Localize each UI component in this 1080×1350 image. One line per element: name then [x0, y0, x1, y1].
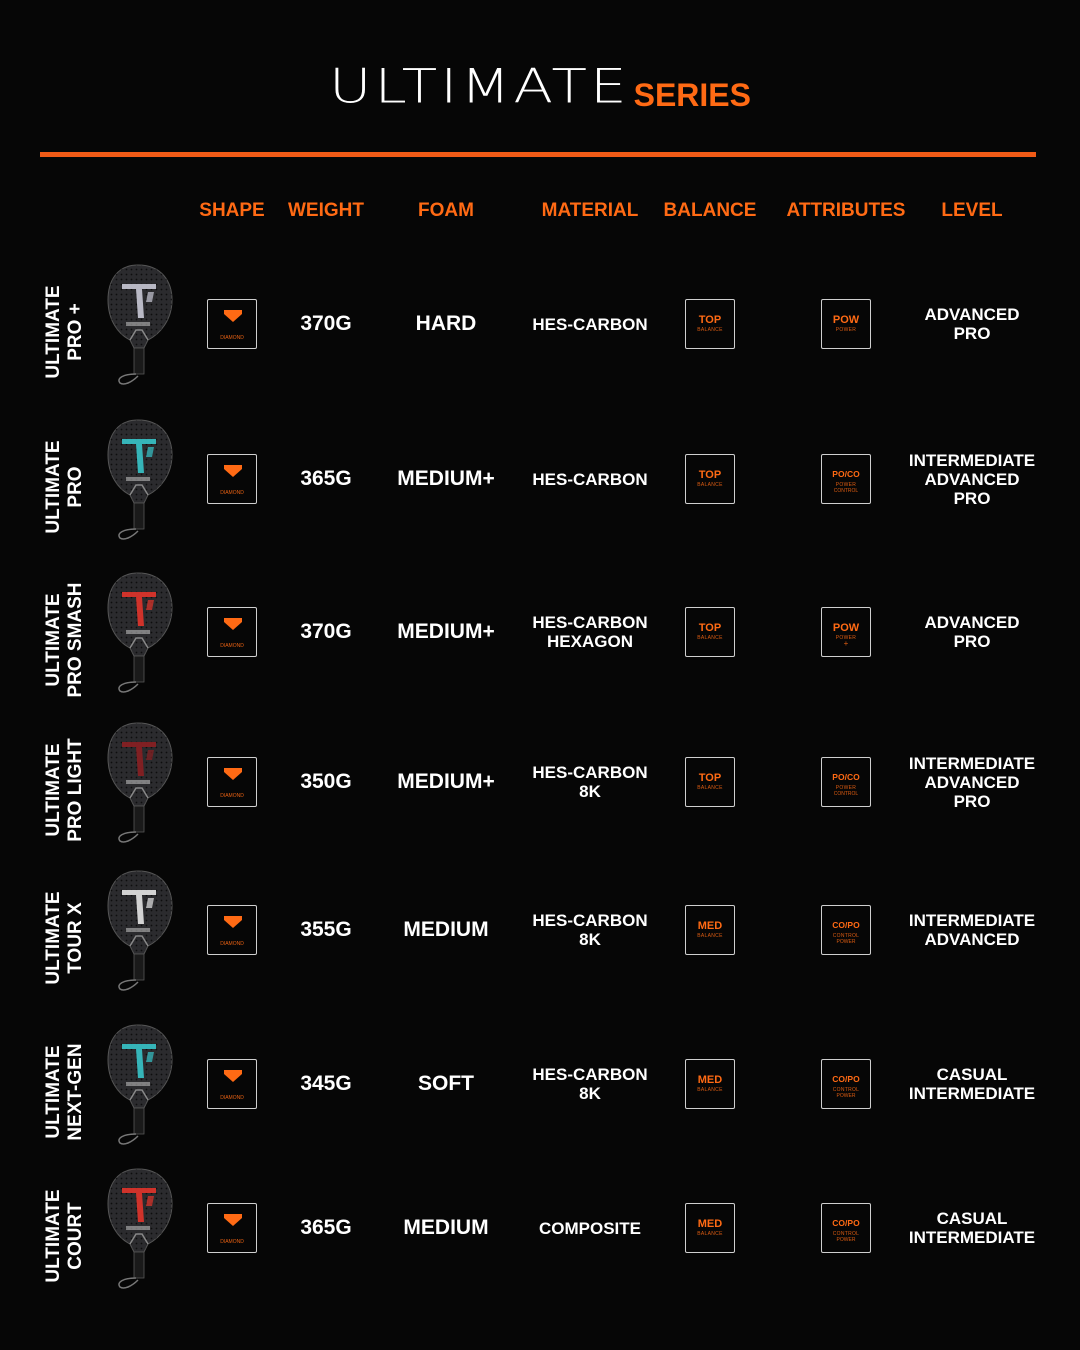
header-foam: FOAM	[418, 200, 474, 221]
level-line: ADVANCED	[924, 613, 1020, 632]
paddle-name-line: ULTIMATE	[43, 891, 64, 985]
header-material: MATERIAL	[541, 200, 639, 221]
paddle-name-line: ULTIMATE	[43, 593, 64, 687]
level-line: PRO	[953, 488, 991, 508]
attribute-code: PO/CO	[832, 772, 860, 782]
level-line: PRO	[953, 791, 991, 811]
shape-diamond-icon	[207, 1059, 257, 1109]
attribute-badge	[821, 757, 871, 807]
paddle-name-text	[43, 417, 87, 557]
material-line: 8K	[579, 1084, 601, 1103]
balance-label: BALANCE	[697, 1231, 723, 1237]
attribute-badge	[821, 607, 871, 657]
paddle-name-line: ULTIMATE	[43, 1189, 64, 1283]
foam-value: MEDIUM	[403, 1216, 489, 1239]
table-row	[0, 1166, 1080, 1306]
paddle-name-line: ULTIMATE	[43, 285, 64, 379]
balance-code: TOP	[698, 314, 722, 326]
balance-label: BALANCE	[697, 327, 723, 333]
material-value	[510, 613, 670, 651]
paddle-name-line: PRO	[65, 466, 86, 508]
paddle-name-line: ULTIMATE	[43, 743, 64, 837]
balance-code: MED	[697, 920, 723, 932]
weight-value: 370G	[300, 620, 352, 643]
level-value	[892, 911, 1052, 949]
paddle-name-line: ULTIMATE	[43, 1045, 64, 1139]
foam-value: MEDIUM+	[397, 467, 495, 490]
weight-value: 370G	[300, 312, 352, 335]
paddle-name-text	[43, 570, 87, 710]
paddle-name-text	[43, 720, 87, 860]
weight-value: 365G	[300, 467, 352, 490]
foam-value: SOFT	[418, 1072, 474, 1095]
level-line: INTERMEDIATE	[908, 753, 1036, 773]
material-line: HES-CARBON	[532, 314, 648, 334]
balance-code: MED	[697, 1074, 723, 1086]
level-value	[892, 1209, 1052, 1247]
foam-value: MEDIUM+	[397, 620, 495, 643]
paddle-name-text	[43, 1022, 87, 1162]
shape-label: DIAMOND	[220, 941, 244, 947]
level-value	[892, 754, 1052, 811]
level-value	[892, 613, 1052, 651]
paddle-name	[40, 262, 90, 402]
level-line: INTERMEDIATE	[908, 1228, 1036, 1247]
attribute-line: CONTROL	[832, 933, 860, 939]
balance-label: BALANCE	[697, 1087, 723, 1093]
shape-label: DIAMOND	[220, 1095, 244, 1101]
weight-value: 365G	[300, 1216, 352, 1239]
material-line: HES-CARBON	[532, 469, 648, 489]
balance-label: BALANCE	[697, 933, 723, 939]
material-line: HEXAGON	[547, 632, 633, 651]
level-line: CASUAL	[936, 1209, 1008, 1228]
attribute-line: CONTROL	[832, 1087, 860, 1093]
weight-value: 345G	[300, 1072, 352, 1095]
attribute-line: POWER	[836, 939, 856, 945]
paddle-image	[104, 1166, 176, 1291]
header-shape: SHAPE	[199, 200, 265, 221]
shape-diamond-icon	[207, 607, 257, 657]
balance-badge	[685, 454, 735, 504]
paddle-name-line: COURT	[65, 1202, 86, 1270]
table-row	[0, 1022, 1080, 1162]
material-value	[510, 1219, 670, 1238]
foam-value: HARD	[415, 312, 477, 335]
balance-badge	[685, 607, 735, 657]
material-value	[510, 315, 670, 334]
balance-code: TOP	[698, 622, 722, 634]
level-line: INTERMEDIATE	[908, 450, 1036, 470]
paddle-image	[104, 720, 176, 845]
shape-label: DIAMOND	[220, 335, 244, 341]
paddle-name-line: PRO SMASH	[65, 582, 86, 698]
attribute-line: +	[843, 639, 849, 648]
paddle-name-line: NEXT-GEN	[65, 1043, 86, 1141]
balance-label: BALANCE	[697, 482, 723, 488]
attribute-line: CONTROL	[833, 791, 859, 797]
attribute-badge	[821, 454, 871, 504]
shape-label: DIAMOND	[220, 1239, 244, 1245]
attribute-line: POWER	[835, 785, 857, 791]
level-line: ADVANCED	[924, 772, 1020, 792]
attribute-line: POWER	[835, 482, 857, 488]
paddle-name	[40, 570, 90, 710]
attribute-code: CO/PO	[832, 1218, 860, 1228]
shape-diamond-icon	[207, 299, 257, 349]
level-value	[892, 1065, 1052, 1103]
attribute-line: CONTROL	[833, 488, 859, 494]
attribute-badge	[821, 905, 871, 955]
paddle-image	[104, 1022, 176, 1147]
balance-code: TOP	[698, 772, 722, 784]
paddle-name-line: ULTIMATE	[43, 440, 64, 534]
material-line: 8K	[579, 930, 601, 949]
table-row	[0, 868, 1080, 1008]
material-value	[510, 1065, 670, 1103]
paddle-name-line: PRO +	[65, 303, 86, 361]
shape-diamond-icon	[207, 1203, 257, 1253]
level-line: CASUAL	[936, 1065, 1008, 1084]
paddle-name	[40, 720, 90, 860]
attribute-line: POWER	[836, 1093, 856, 1099]
balance-badge	[685, 757, 735, 807]
attribute-line: POWER	[835, 635, 857, 641]
level-line: INTERMEDIATE	[908, 911, 1036, 930]
attribute-code: CO/PO	[832, 920, 860, 930]
level-line: ADVANCED	[924, 930, 1020, 949]
attribute-code: CO/PO	[832, 1074, 860, 1084]
attribute-code: POW	[832, 314, 860, 326]
material-line: COMPOSITE	[538, 1218, 641, 1238]
balance-badge	[685, 299, 735, 349]
table-row	[0, 262, 1080, 402]
title-divider	[40, 152, 1036, 157]
title-sub: SERIES	[633, 77, 751, 113]
material-line: HES-CARBON	[532, 763, 648, 782]
paddle-name-line: TOUR X	[65, 902, 86, 974]
paddle-name	[40, 868, 90, 1008]
table-row	[0, 570, 1080, 710]
level-value	[892, 305, 1052, 343]
attribute-badge	[821, 1203, 871, 1253]
weight-value: 355G	[300, 918, 352, 941]
attribute-line: POWER	[836, 1237, 856, 1243]
material-line: HES-CARBON	[532, 1065, 648, 1084]
shape-diamond-icon	[207, 757, 257, 807]
page-title	[0, 52, 1080, 120]
balance-badge	[685, 1203, 735, 1253]
material-line: HES-CARBON	[532, 613, 648, 632]
balance-code: MED	[697, 1218, 723, 1230]
balance-label: BALANCE	[697, 635, 723, 641]
table-row	[0, 720, 1080, 860]
balance-label: BALANCE	[697, 785, 723, 791]
material-line: 8K	[579, 782, 601, 801]
level-line: INTERMEDIATE	[908, 1084, 1036, 1103]
paddle-image	[104, 262, 176, 387]
attribute-badge	[821, 1059, 871, 1109]
paddle-name	[40, 1022, 90, 1162]
table-row	[0, 417, 1080, 557]
shape-diamond-icon	[207, 454, 257, 504]
paddle-name	[40, 1166, 90, 1306]
shape-label: DIAMOND	[220, 490, 244, 496]
header-attributes: ATTRIBUTES	[786, 200, 906, 221]
shape-label: DIAMOND	[220, 643, 244, 649]
attribute-code: PO/CO	[832, 469, 860, 479]
paddle-name-text	[43, 262, 87, 402]
balance-code: TOP	[698, 469, 722, 481]
material-value	[510, 911, 670, 949]
level-value	[892, 451, 1052, 508]
attribute-badge	[821, 299, 871, 349]
paddle-image	[104, 417, 176, 542]
shape-diamond-icon	[207, 905, 257, 955]
paddle-name	[40, 417, 90, 557]
header-balance: BALANCE	[663, 200, 757, 221]
title-main: ULTIMATE	[329, 58, 630, 114]
paddle-name-text	[43, 1166, 87, 1306]
weight-value: 350G	[300, 770, 352, 793]
header-weight: WEIGHT	[288, 200, 364, 221]
level-line: PRO	[953, 324, 991, 343]
header-level: LEVEL	[941, 200, 1003, 221]
foam-value: MEDIUM	[403, 918, 489, 941]
material-value	[510, 763, 670, 801]
attribute-line: CONTROL	[832, 1231, 860, 1237]
level-line: ADVANCED	[924, 305, 1020, 324]
balance-badge	[685, 905, 735, 955]
material-line: HES-CARBON	[532, 911, 648, 930]
paddle-image	[104, 868, 176, 993]
level-line: PRO	[953, 632, 991, 651]
paddle-image	[104, 570, 176, 695]
shape-label: DIAMOND	[220, 793, 244, 799]
level-line: ADVANCED	[924, 469, 1020, 489]
foam-value: MEDIUM+	[397, 770, 495, 793]
paddle-name-line: PRO LIGHT	[65, 738, 86, 842]
material-value	[510, 470, 670, 489]
attribute-code: POW	[832, 622, 860, 634]
balance-badge	[685, 1059, 735, 1109]
attribute-line: POWER	[835, 327, 857, 333]
paddle-name-text	[43, 868, 87, 1008]
